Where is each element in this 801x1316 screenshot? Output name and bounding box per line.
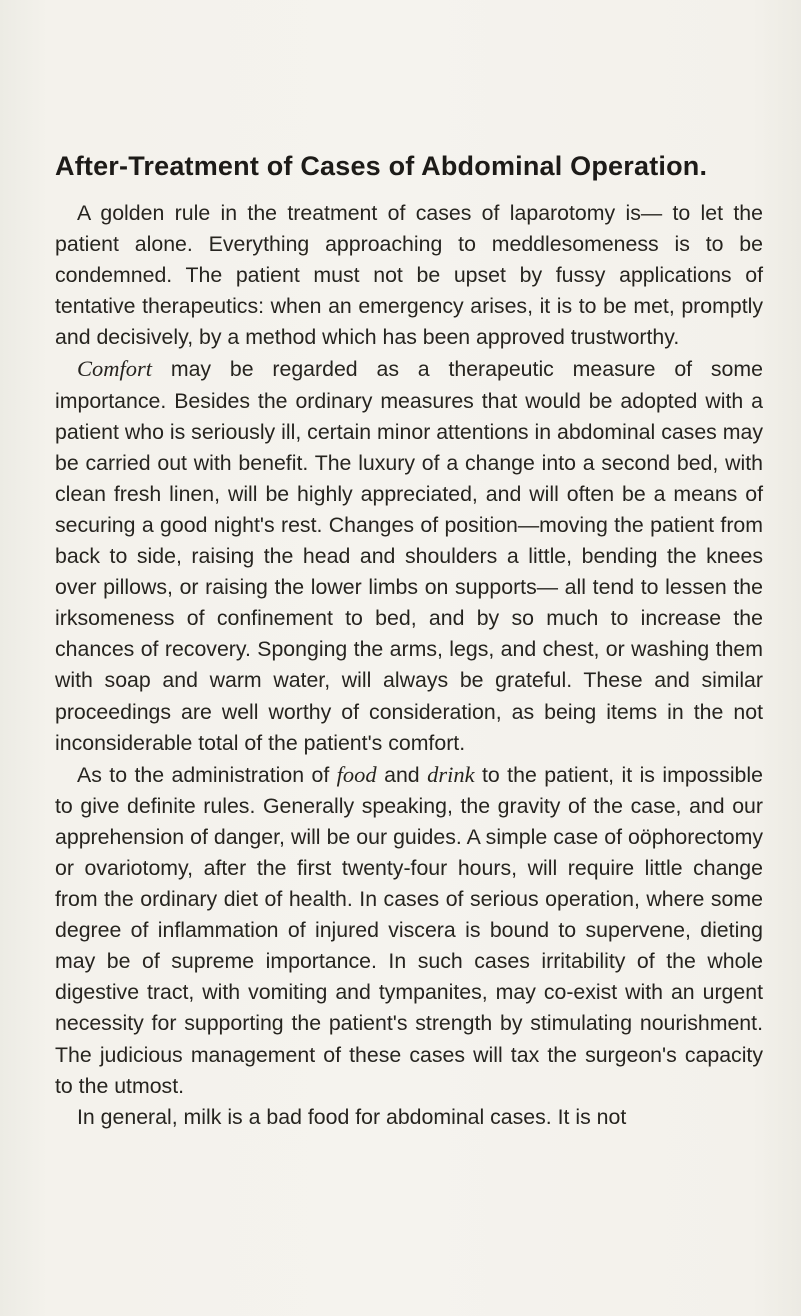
body-text: [55, 198, 763, 1133]
paragraph-3-text: to the patient, it is impossible to give definite rules. Generally speaking, the gravity of the case, and our apprehension of danger, will be our guides. A simple case of oöphorectomy or ovariotomy, after the first twenty-four hours, will require little change from the ordinary diet of health. In cases of serious operation, where some degree of inflammation of injured viscera is bound to supervene, dieting may be of supreme importance. In such cases irritability of the whole digestive tract, with vomiting and tympanites, may co-exist with an urgent necessity for supporting the patient's strength by stimulating nourishment. The judicious management of these cases will tax the surgeon's capacity to the utmost.: [55, 762, 763, 1098]
paragraph-2-text: may be regarded as a therapeutic measure of some importance. Besides the ordinary measures that would be adopted with a patient who is seriously ill, certain minor attentions in abdominal cases may be carried out with benefit. The luxury of a change into a second bed, with clean fresh linen, will be highly appreciated, and will often be a means of securing a good night's rest. Changes of position—moving the patient from back to side, raising the head and shoulders a little, bending the knees over pillows, or raising the lower limbs on supports— all tend to lessen the irksomeness of confinement to bed, and by so much to increase the chances of recovery. Sponging the arms, legs, and chest, or washing them with soap and warm water, will always be grateful. These and similar proceedings are well worthy of consideration, as being items in the not inconsiderable total of the patient's comfort.: [55, 357, 763, 755]
italic-term-drink: drink: [427, 761, 475, 787]
paragraph-3-pre: As to the administration of: [77, 762, 337, 787]
paragraph-4: In general, milk is a bad food for abdominal cases. It is not: [77, 1104, 627, 1129]
paragraph-1: A golden rule in the treatment of cases of laparotomy is— to let the patient alone. Everything approaching to meddlesomeness is to be condemned. The patient must not be upset by fussy applications of tentative therapeutics: when an emergency arises, it is to be met, promptly and decisively, by a method which has been approved trustworthy.: [55, 201, 763, 350]
italic-term-comfort: Comfort: [77, 356, 153, 382]
paragraph-2: [55, 353, 763, 758]
paragraph-3-mid: and: [376, 762, 428, 787]
paragraph-3: [55, 759, 763, 1102]
italic-term-food: food: [336, 761, 377, 787]
chapter-title: After-Treatment of Cases of Abdominal Operation.: [55, 151, 708, 181]
